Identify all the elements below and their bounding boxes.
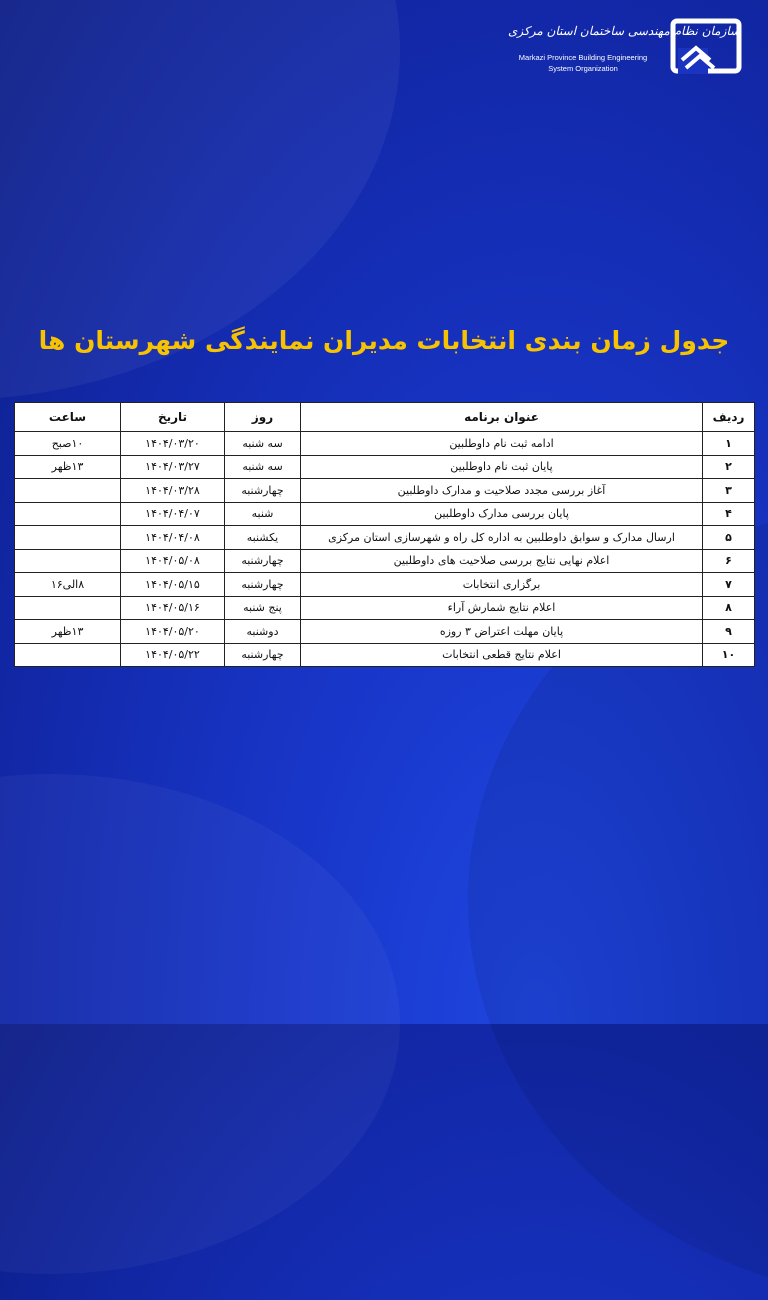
header-time: ساعت	[15, 403, 121, 432]
row-number: ۱	[703, 432, 755, 456]
row-title: اعلام نهایی نتایج بررسی صلاحیت های داوطلبین	[301, 549, 703, 573]
row-time: ۱۰صبح	[15, 432, 121, 456]
row-day: چهارشنبه	[225, 479, 301, 503]
row-date: ۱۴۰۴/۰۳/۲۸	[121, 479, 225, 503]
background-swoosh	[0, 774, 400, 1274]
table-row	[15, 643, 755, 667]
row-time	[15, 526, 121, 550]
logo-name-fa: سازمان نظام مهندسی ساختمان استان مرکزی	[508, 24, 741, 38]
row-day: سه شنبه	[225, 432, 301, 456]
row-day: شنبه	[225, 502, 301, 526]
table-row	[15, 455, 755, 479]
table-row	[15, 596, 755, 620]
row-time: ۸الی۱۶	[15, 573, 121, 597]
row-date: ۱۴۰۴/۰۵/۰۸	[121, 549, 225, 573]
row-time: ۱۳ظهر	[15, 620, 121, 644]
row-time	[15, 502, 121, 526]
row-date: ۱۴۰۴/۰۴/۰۸	[121, 526, 225, 550]
row-number: ۴	[703, 502, 755, 526]
row-title: پایان مهلت اعتراض ۳ روزه	[301, 620, 703, 644]
header-date: تاریخ	[121, 403, 225, 432]
row-date: ۱۴۰۴/۰۵/۲۰	[121, 620, 225, 644]
row-number: ۶	[703, 549, 755, 573]
header-day: روز	[225, 403, 301, 432]
organization-logo	[508, 18, 742, 78]
row-date: ۱۴۰۴/۰۳/۲۰	[121, 432, 225, 456]
header-title: عنوان برنامه	[301, 403, 703, 432]
table-row	[15, 479, 755, 503]
table-body	[15, 432, 755, 667]
row-title: پایان بررسی مدارک داوطلبین	[301, 502, 703, 526]
row-day: سه شنبه	[225, 455, 301, 479]
table-row	[15, 549, 755, 573]
row-day: چهارشنبه	[225, 573, 301, 597]
row-day: پنج شنبه	[225, 596, 301, 620]
table-header-row	[15, 403, 755, 432]
row-number: ۹	[703, 620, 755, 644]
row-number: ۲	[703, 455, 755, 479]
row-number: ۸	[703, 596, 755, 620]
row-title: ادامه ثبت نام داوطلبین	[301, 432, 703, 456]
table-row	[15, 573, 755, 597]
row-time: ۱۳ظهر	[15, 455, 121, 479]
page-title: جدول زمان بندی انتخابات مدیران نمایندگی شهرستان ها	[38, 326, 730, 355]
table-row	[15, 526, 755, 550]
logo-name-en-line2: System Organization	[548, 64, 618, 73]
row-time	[15, 643, 121, 667]
logo-name-en-line1: Markazi Province Building Engineering	[518, 53, 648, 62]
row-time	[15, 479, 121, 503]
row-title: آغاز بررسی مجدد صلاحیت و مدارک داوطلبین	[301, 479, 703, 503]
row-title: اعلام نتایج قطعی انتخابات	[301, 643, 703, 667]
row-date: ۱۴۰۴/۰۵/۱۵	[121, 573, 225, 597]
row-day: یکشنبه	[225, 526, 301, 550]
row-number: ۵	[703, 526, 755, 550]
row-day: چهارشنبه	[225, 549, 301, 573]
row-title: اعلام نتایج شمارش آراء	[301, 596, 703, 620]
row-date: ۱۴۰۴/۰۵/۲۲	[121, 643, 225, 667]
table-row	[15, 620, 755, 644]
row-date: ۱۴۰۴/۰۵/۱۶	[121, 596, 225, 620]
row-date: ۱۴۰۴/۰۴/۰۷	[121, 502, 225, 526]
row-number: ۱۰	[703, 643, 755, 667]
table-row	[15, 502, 755, 526]
row-day: چهارشنبه	[225, 643, 301, 667]
row-time	[15, 596, 121, 620]
table-row	[15, 432, 755, 456]
row-time	[15, 549, 121, 573]
logo-name-en	[508, 52, 658, 74]
row-number: ۳	[703, 479, 755, 503]
row-day: دوشنبه	[225, 620, 301, 644]
row-title: برگزاری انتخابات	[301, 573, 703, 597]
schedule-table	[14, 402, 755, 667]
header-num: ردیف	[703, 403, 755, 432]
row-number: ۷	[703, 573, 755, 597]
row-date: ۱۴۰۴/۰۳/۲۷	[121, 455, 225, 479]
row-title: پایان ثبت نام داوطلبین	[301, 455, 703, 479]
row-title: ارسال مدارک و سوابق داوطلبین به اداره کل راه و شهرسازی استان مرکزی	[301, 526, 703, 550]
